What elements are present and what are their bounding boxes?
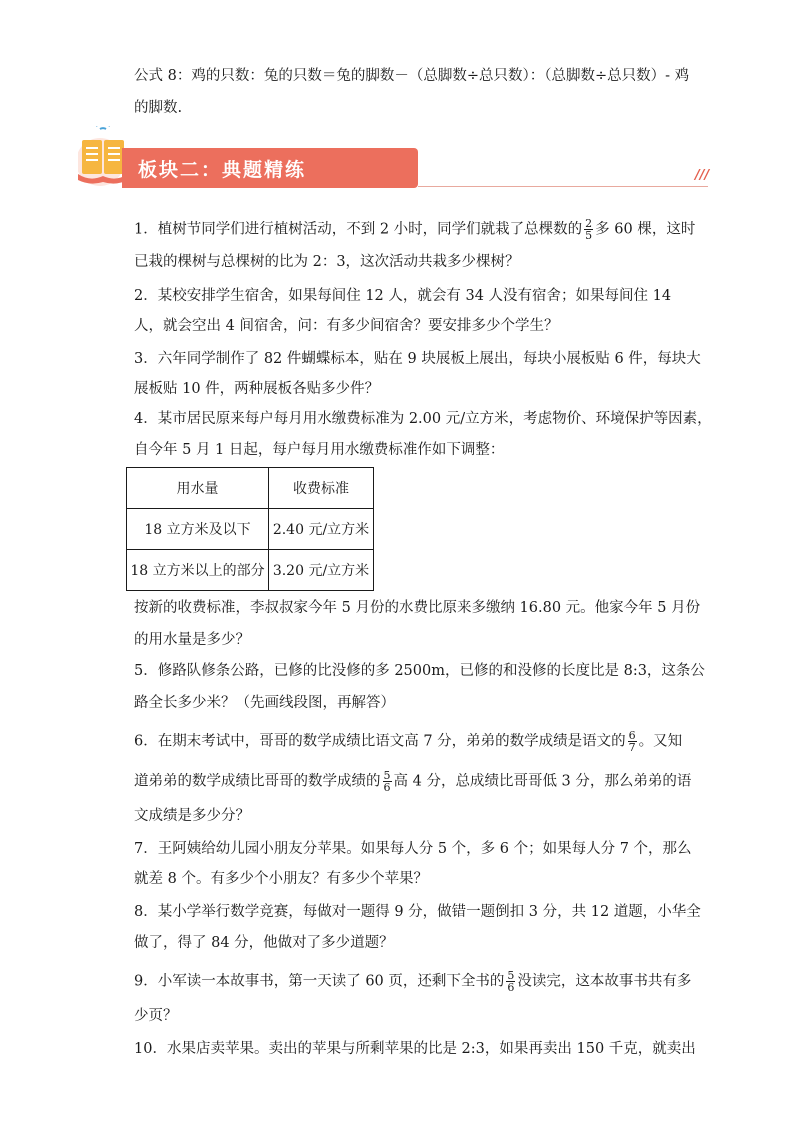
problem-5-line-2: 路全长多少米？（先画线段图，再解答） xyxy=(134,695,395,711)
problem-1-line-2: 已栽的棵树与总棵树的比为 2：3，这次活动共栽多少棵树？ xyxy=(134,254,520,270)
problem-8-line-1: 8．某小学举行数学竞赛，每做对一题得 9 分，做错一题倒扣 3 分，共 12 道题，小华全 xyxy=(134,904,701,920)
problem-6-text-d: 高 4 分，总成绩比哥哥低 3 分，那么弟弟的语 xyxy=(393,773,692,790)
problem-6-line-3: 文成绩是多少分？ xyxy=(134,808,250,824)
problem-8-line-2: 做了，得了 84 分，他做对了多少道题？ xyxy=(134,935,394,951)
fraction-5-6 xyxy=(506,970,515,993)
table-cell: 18 立方米以上的部分 xyxy=(127,550,269,591)
fraction-denominator: 6 xyxy=(507,981,515,994)
problem-6-line-2 xyxy=(134,770,691,793)
table-header-cell: 收费标准 xyxy=(269,468,374,509)
problem-9-text-a: 9．小军读一本故事书，第一天读了 60 页，还剩下全书的 xyxy=(134,973,505,990)
problem-4-line-4: 的用水量是多少？ xyxy=(134,632,250,648)
problem-6-text-b: 。又知 xyxy=(638,733,683,750)
problem-9-line-1 xyxy=(134,970,691,993)
water-fee-table xyxy=(126,467,374,591)
section-divider xyxy=(418,186,708,187)
fraction-numerator: 5 xyxy=(507,969,515,982)
problem-9-text-b: 没读完，这本故事书共有多 xyxy=(517,973,692,990)
problem-6-text-c: 道弟弟的数学成绩比哥哥的数学成绩的 xyxy=(134,773,381,790)
problem-1-line-1 xyxy=(134,218,695,241)
fraction-denominator: 5 xyxy=(585,229,593,242)
section-decoration: /// xyxy=(695,168,710,183)
problem-4-line-3: 按新的收费标准，李叔叔家今年 5 月份的水费比原来多缴纳 16.80 元。他家今年 5 月份 xyxy=(134,600,701,616)
table-cell: 3.20 元/立方米 xyxy=(269,550,374,591)
fraction-2-5 xyxy=(584,218,593,241)
problem-1-text-b: 多 60 棵，这时 xyxy=(595,221,696,238)
problem-1-text-a: 1．植树节同学们进行植树活动，不到 2 小时，同学们就栽了总棵数的 xyxy=(134,221,583,238)
problem-6-line-1 xyxy=(134,730,682,753)
table-cell: 18 立方米及以下 xyxy=(127,509,269,550)
problem-3-line-2: 展板贴 10 件，两种展板各贴多少件？ xyxy=(134,381,380,397)
problem-4-line-1: 4．某市居民原来每户每月用水缴费标准为 2.00 元/立方米，考虑物价、环境保护等因素， xyxy=(134,411,712,427)
fraction-numerator: 2 xyxy=(585,217,593,230)
section-title: 板块二：典题精练 xyxy=(138,159,307,181)
table-row xyxy=(127,550,374,591)
problem-2-line-2: 人，就会空出 4 间宿舍，问：有多少间宿舍？要安排多少个学生？ xyxy=(134,318,559,334)
fraction-numerator: 5 xyxy=(383,769,391,782)
problem-6-text-a: 6．在期末考试中，哥哥的数学成绩比语文高 7 分，弟弟的数学成绩是语文的 xyxy=(134,733,626,750)
problem-10-line-1: 10．水果店卖苹果。卖出的苹果与所剩苹果的比是 2:3，如果再卖出 150 千克，就卖出 xyxy=(134,1041,696,1057)
fraction-5-6 xyxy=(383,770,392,793)
problem-4-line-2: 自今年 5 月 1 日起，每户每月用水缴费标准作如下调整： xyxy=(134,442,505,458)
fraction-denominator: 6 xyxy=(383,781,391,794)
problem-2-line-1: 2．某校安排学生宿舍，如果每间住 12 人，就会有 34 人没有宿舍；如果每间住 14 xyxy=(134,288,672,304)
table-header-row xyxy=(127,468,374,509)
problem-9-line-2: 少页？ xyxy=(134,1008,178,1024)
section-header xyxy=(78,126,708,188)
table-row xyxy=(127,509,374,550)
fraction-numerator: 6 xyxy=(628,729,636,742)
fraction-6-7 xyxy=(628,730,637,753)
problem-7-line-1: 7．王阿姨给幼儿园小朋友分苹果。如果每人分 5 个，多 6 个；如果每人分 7 个，那么 xyxy=(134,841,692,857)
problem-5-line-1: 5．修路队修条公路，已修的比没修的多 2500m，已修的和没修的长度比是 8:3，这条公 xyxy=(134,663,705,679)
formula-line-2: 的脚数. xyxy=(134,100,183,116)
problem-7-line-2: 就差 8 个。有多少个小朋友？有多少个苹果？ xyxy=(134,871,428,887)
problem-3-line-1: 3．六年同学制作了 82 件蝴蝶标本，贴在 9 块展板上展出，每块小展板贴 6 件，每块大 xyxy=(134,351,701,367)
formula-line-1: 公式 8：鸡的只数：兔的只数＝兔的脚数－（总脚数÷总只数）：（总脚数÷总只数）- 鸡 xyxy=(134,68,690,84)
fraction-denominator: 7 xyxy=(628,741,636,754)
table-cell: 2.40 元/立方米 xyxy=(269,509,374,550)
table-header-cell: 用水量 xyxy=(127,468,269,509)
